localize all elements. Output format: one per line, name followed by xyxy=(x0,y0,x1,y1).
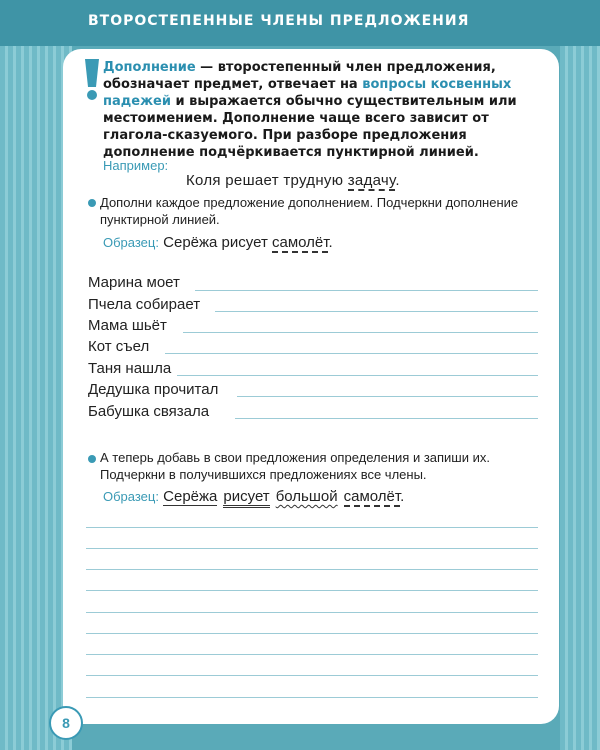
task2-text: А теперь добавь в свои предложения определения и запиши их. Подчеркни в получившихся предложениях все члены. xyxy=(100,450,490,482)
writing-line-4[interactable] xyxy=(86,590,538,591)
exercise-row-4: Кот съел xyxy=(88,338,150,355)
exercise-row-5: Таня нашла xyxy=(88,360,172,377)
task1-bullet xyxy=(88,199,96,207)
writing-line-5[interactable] xyxy=(86,612,538,613)
answer-line-6[interactable] xyxy=(237,396,538,397)
writing-line-6[interactable] xyxy=(86,633,538,634)
rule-highlight: вопросы косвенных падежей xyxy=(103,77,512,109)
exercise-row-7: Бабушка связала xyxy=(88,403,210,420)
answer-line-2[interactable] xyxy=(215,311,538,312)
task2-sample xyxy=(103,488,404,505)
answer-line-1[interactable] xyxy=(195,290,538,291)
writing-line-7[interactable] xyxy=(86,654,538,655)
writing-line-9[interactable] xyxy=(86,697,538,698)
answer-line-3[interactable] xyxy=(183,332,538,333)
task2-bullet xyxy=(88,455,96,463)
page-title: ВТОРОСТЕПЕННЫЕ ЧЛЕНЫ ПРЕДЛОЖЕНИЯ xyxy=(88,13,470,29)
example-sentence xyxy=(186,172,400,189)
sample-object: самолёт xyxy=(343,488,401,505)
example-object: задачу xyxy=(347,172,396,189)
sample-end: . xyxy=(400,488,405,505)
task1-text: Дополни каждое предложение дополнением. Подчеркни дополнение пунктирной линией. xyxy=(100,195,519,227)
exercise-row-6: Дедушка прочитал xyxy=(88,381,219,398)
answer-line-5[interactable] xyxy=(177,375,538,376)
right-decor-stripes xyxy=(560,0,600,750)
exercise-row-2: Пчела собирает xyxy=(88,296,201,313)
example-label: Например: xyxy=(103,158,169,173)
rule-term: Дополнение xyxy=(103,60,196,75)
writing-line-3[interactable] xyxy=(86,569,538,570)
example-sentence-end: . xyxy=(395,172,400,189)
writing-line-8[interactable] xyxy=(86,675,538,676)
answer-line-4[interactable] xyxy=(165,353,538,354)
writing-line-1[interactable] xyxy=(86,527,538,528)
writing-line-2[interactable] xyxy=(86,548,538,549)
page-number: 8 xyxy=(49,706,83,740)
task2-sample-label: Образец: xyxy=(103,489,159,504)
rule-text xyxy=(103,59,549,161)
task1-sample xyxy=(103,234,333,251)
exercise-row-3: Мама шьёт xyxy=(88,317,167,334)
answer-line-7[interactable] xyxy=(235,418,538,419)
exclamation-icon xyxy=(83,57,101,101)
sample-attribute: большой xyxy=(275,488,338,505)
left-decor-stripes xyxy=(0,0,72,750)
sample-predicate: рисует xyxy=(223,488,269,508)
rule-text-part2: и выражается обычно существительным или местоимением. Дополнение чаще всего зависит от глагола-сказуемого. При разборе предложения дополнение подчёркивается пунктирной линией. xyxy=(103,94,517,160)
task1-sample-start: Серёжа рисует xyxy=(163,234,272,251)
task1-sample-end: . xyxy=(328,234,333,251)
rule-text-part1: — второстепенный член предложения, обозначает предмет, отвечает на xyxy=(103,60,496,92)
task1-sample-object: самолёт xyxy=(272,234,329,251)
sample-subject: Серёжа xyxy=(163,488,218,505)
example-sentence-start: Коля решает трудную xyxy=(186,172,348,189)
exercise-row-1: Марина моет xyxy=(88,274,180,291)
task1-sample-label: Образец: xyxy=(103,235,159,250)
